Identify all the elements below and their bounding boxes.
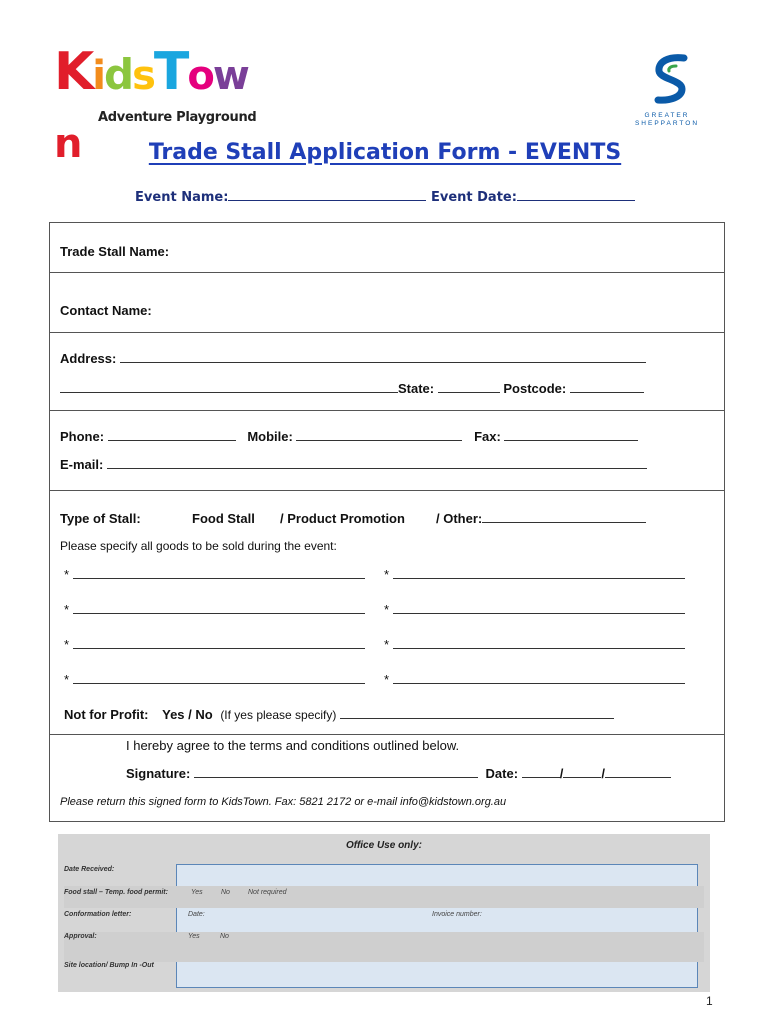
logo-letter: i bbox=[92, 53, 105, 99]
not-for-profit-field[interactable] bbox=[340, 709, 614, 719]
logo-letter: w bbox=[212, 53, 248, 99]
confirmation-label: Conformation letter: bbox=[64, 911, 132, 918]
agreement-section bbox=[50, 735, 724, 823]
option-other-label[interactable]: / Other: bbox=[436, 511, 483, 526]
fax-field[interactable] bbox=[504, 431, 638, 441]
option-product-promotion[interactable]: / Product Promotion bbox=[280, 511, 405, 526]
goods-field[interactable] bbox=[393, 674, 685, 684]
date-month-field[interactable] bbox=[563, 768, 601, 778]
address-row-2 bbox=[60, 381, 644, 396]
greater-shepparton-text bbox=[632, 112, 702, 128]
food-no[interactable]: No bbox=[221, 889, 230, 896]
signature-field[interactable] bbox=[194, 768, 478, 778]
contact-details-section bbox=[50, 411, 724, 491]
date-label: Date: bbox=[485, 766, 519, 781]
bullet: * bbox=[384, 672, 390, 687]
office-use-title: Office Use only: bbox=[346, 840, 422, 851]
gs-line2: SHEPPARTON bbox=[634, 120, 700, 127]
goods-item-row bbox=[384, 567, 685, 582]
event-line bbox=[0, 190, 770, 205]
state-field[interactable] bbox=[438, 383, 500, 393]
date-received-label: Date Received: bbox=[64, 866, 115, 873]
if-yes-note: (If yes please specify) bbox=[220, 708, 337, 722]
food-yes[interactable]: Yes bbox=[191, 889, 203, 896]
goods-item-row bbox=[64, 637, 365, 652]
goods-field[interactable] bbox=[73, 639, 365, 649]
bullet: * bbox=[64, 567, 70, 582]
logo-letter: o bbox=[187, 53, 213, 99]
goods-field[interactable] bbox=[393, 604, 685, 614]
bullet: * bbox=[384, 567, 390, 582]
goods-item-row bbox=[384, 602, 685, 617]
date-separator: / bbox=[559, 766, 564, 781]
agreement-text: I hereby agree to the terms and conditions outlined below. bbox=[126, 738, 460, 753]
event-date-field[interactable] bbox=[517, 190, 635, 201]
event-name-label: Event Name: bbox=[135, 190, 229, 205]
logo-letter: s bbox=[132, 53, 154, 99]
office-entry-area[interactable] bbox=[176, 864, 698, 988]
type-of-stall-label: Type of Stall: bbox=[60, 511, 141, 526]
bullet: * bbox=[384, 602, 390, 617]
email-label: E-mail: bbox=[60, 457, 104, 472]
postcode-label: Postcode: bbox=[503, 381, 567, 396]
logo-letter: n bbox=[54, 121, 81, 167]
goods-field[interactable] bbox=[73, 569, 365, 579]
office-use-table bbox=[58, 834, 710, 992]
approval-yes[interactable]: Yes bbox=[188, 933, 200, 940]
goods-instruction: Please specify all goods to be sold during the event: bbox=[60, 539, 337, 553]
stall-type-section bbox=[50, 491, 724, 735]
date-separator: / bbox=[601, 766, 605, 781]
greater-shepparton-logo bbox=[632, 54, 702, 130]
application-form bbox=[49, 222, 725, 822]
gs-line1: GREATER bbox=[644, 112, 690, 119]
trade-stall-name-label: Trade Stall Name: bbox=[60, 244, 170, 259]
page-number: 1 bbox=[706, 994, 713, 1008]
postcode-field[interactable] bbox=[570, 383, 644, 393]
address-line2-field[interactable] bbox=[60, 383, 398, 393]
date-year-field[interactable] bbox=[605, 768, 671, 778]
goods-field[interactable] bbox=[393, 639, 685, 649]
contact-name-section bbox=[50, 273, 724, 333]
return-note: Please return this signed form to KidsTown. Fax: 5821 2172 or e-mail info@kidstown.org.au bbox=[60, 796, 507, 808]
goods-field[interactable] bbox=[73, 674, 365, 684]
date-day-field[interactable] bbox=[522, 768, 560, 778]
state-label: State: bbox=[398, 381, 435, 396]
bullet: * bbox=[384, 637, 390, 652]
event-date-label: Event Date: bbox=[430, 190, 517, 205]
phone-field[interactable] bbox=[108, 431, 236, 441]
kidstown-logo bbox=[54, 40, 266, 167]
trade-stall-name-section bbox=[50, 223, 724, 273]
logo-letter: d bbox=[104, 50, 133, 99]
contact-name-label: Contact Name: bbox=[60, 303, 152, 318]
invoice-number-label: Invoice number: bbox=[432, 911, 482, 918]
approval-label: Approval: bbox=[64, 933, 97, 940]
option-other bbox=[436, 511, 646, 526]
signature-label: Signature: bbox=[126, 766, 191, 781]
goods-item-row bbox=[64, 602, 365, 617]
fax-label: Fax: bbox=[474, 429, 501, 444]
bullet: * bbox=[64, 637, 70, 652]
goods-item-row bbox=[64, 567, 365, 582]
approval-no[interactable]: No bbox=[220, 933, 229, 940]
yes-no-option[interactable]: Yes / No bbox=[162, 707, 213, 722]
goods-item-row bbox=[384, 672, 685, 687]
page-title: Trade Stall Application Form - EVENTS bbox=[148, 140, 622, 165]
bullet: * bbox=[64, 602, 70, 617]
bullet: * bbox=[64, 672, 70, 687]
goods-item-row bbox=[64, 672, 365, 687]
phone-label: Phone: bbox=[60, 429, 105, 444]
signature-row bbox=[126, 766, 671, 781]
food-not-required[interactable]: Not required bbox=[248, 889, 287, 896]
option-food-stall[interactable]: Food Stall bbox=[192, 511, 255, 526]
address-row bbox=[60, 351, 646, 366]
logo-letter: K bbox=[54, 42, 93, 102]
event-name-field[interactable] bbox=[228, 190, 426, 201]
food-stall-label: Food stall – Temp. food permit: bbox=[64, 889, 168, 896]
not-for-profit-row bbox=[64, 707, 614, 722]
site-location-label: Site location/ Bump In -Out bbox=[64, 962, 154, 969]
goods-item-row bbox=[384, 637, 685, 652]
goods-field[interactable] bbox=[73, 604, 365, 614]
email-row bbox=[60, 457, 647, 472]
goods-field[interactable] bbox=[393, 569, 685, 579]
mobile-label: Mobile: bbox=[247, 429, 293, 444]
kidstown-subtitle: Adventure Playground bbox=[98, 110, 257, 125]
phone-row bbox=[60, 429, 638, 444]
office-row-approval bbox=[64, 932, 704, 962]
shepparton-s-icon bbox=[654, 54, 688, 106]
address-label: Address: bbox=[60, 351, 117, 366]
confirmation-date: Date: bbox=[188, 911, 205, 918]
address-field[interactable] bbox=[120, 353, 646, 363]
mobile-field[interactable] bbox=[296, 431, 462, 441]
address-section bbox=[50, 333, 724, 411]
other-field[interactable] bbox=[482, 513, 646, 523]
email-field[interactable] bbox=[107, 459, 647, 469]
not-for-profit-label: Not for Profit: bbox=[64, 707, 149, 722]
logo-letter: T bbox=[153, 42, 188, 102]
